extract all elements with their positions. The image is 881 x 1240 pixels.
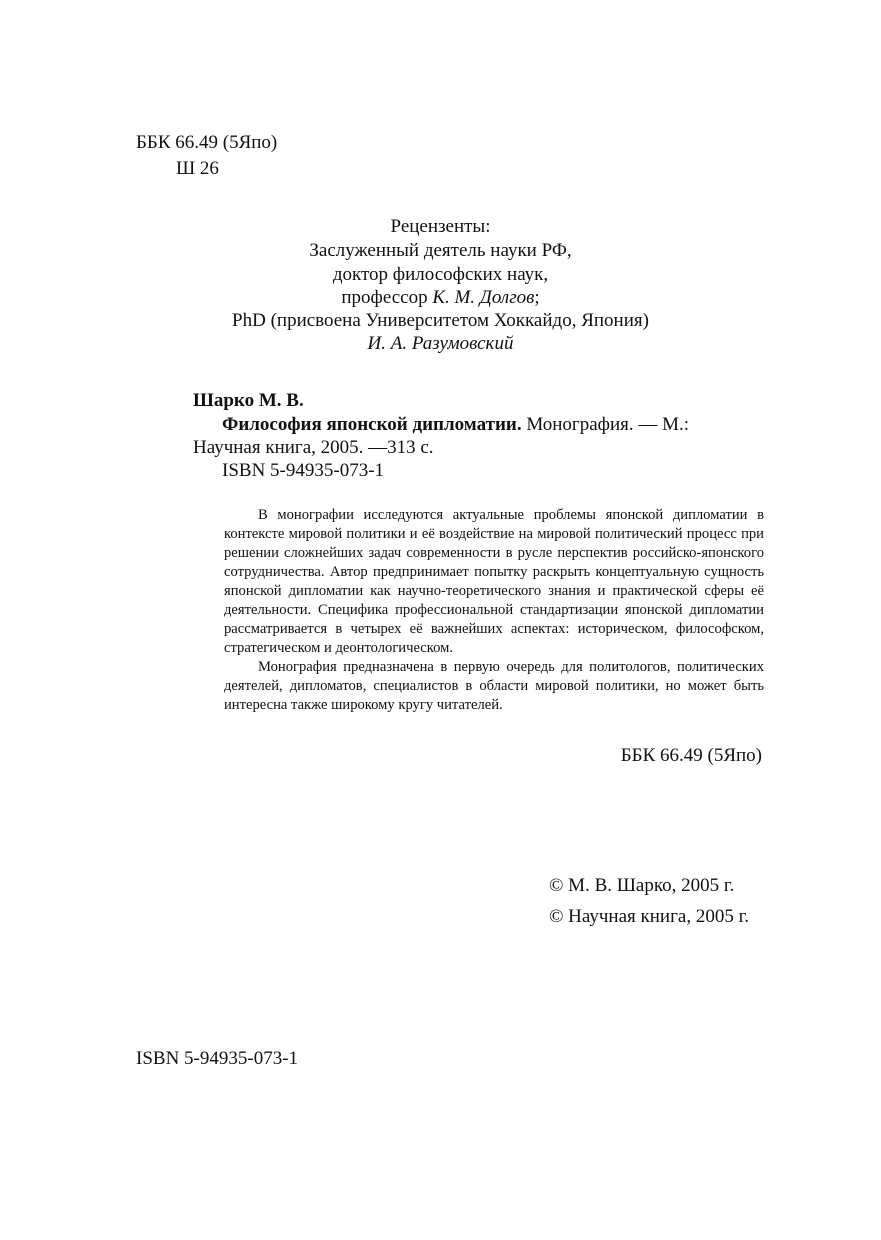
reviewer-line-3: [0, 286, 881, 309]
book-author: Шарко М. В.: [193, 390, 304, 411]
abstract: [224, 506, 764, 715]
book-type-place: Монография. — М.:: [521, 414, 690, 435]
reviewer-separator: ;: [534, 287, 540, 308]
reviewers-heading: Рецензенты:: [390, 216, 491, 237]
reviewer-line-4: PhD (присвоена Университетом Хоккайдо, Япония): [232, 310, 649, 331]
reviewer-name-dolgov: К. М. Долгов: [432, 287, 535, 308]
abstract-paragraph-2: Монография предназначена в первую очередь для политологов, политических деятелей, дипломатов, специалистов в области мировой политики, но может быть интересна также широкому кругу читателей.: [224, 659, 764, 713]
abstract-bbk: ББК 66.49 (5Япо): [620, 745, 762, 766]
book-title: Философия японской дипломатии.: [222, 414, 522, 435]
footer-isbn: ISBN 5-94935-073-1: [136, 1048, 299, 1069]
bbk-code: ББК 66.49 (5Япо): [136, 132, 278, 153]
reviewer-line-2: доктор философских наук,: [332, 264, 549, 285]
reviewer-title: профессор: [341, 287, 433, 308]
copyright-publisher: © Научная книга, 2005 г.: [549, 906, 749, 927]
reviewer-name-razumovsky: И. А. Разумовский: [367, 333, 514, 354]
book-publisher: Научная книга, 2005. —313 с.: [193, 437, 434, 458]
reviewer-line-1: Заслуженный деятель науки РФ,: [309, 240, 572, 261]
author-mark: Ш 26: [176, 158, 219, 179]
book-title-line: [222, 413, 689, 436]
copyright-author: © М. В. Шарко, 2005 г.: [549, 875, 735, 896]
book-isbn: ISBN 5-94935-073-1: [222, 460, 385, 481]
abstract-paragraph-1: В монографии исследуются актуальные проблемы японской дипломатии в контексте мировой политики и её воздействие на мировой политический процесс при решении сложнейших задач современности в русле перспектив российско-японского сотрудничества. Автор предпринимает попытку раскрыть концептуальную сущность японской дипломатии как научно-теоретического знания и практической сферы её деятельности. Специфика профессиональной стандартизации японской дипломатии рассматривается в четырех её важнейших аспектах: историческом, философском, стратегическом и деонтологическом.: [224, 507, 764, 656]
